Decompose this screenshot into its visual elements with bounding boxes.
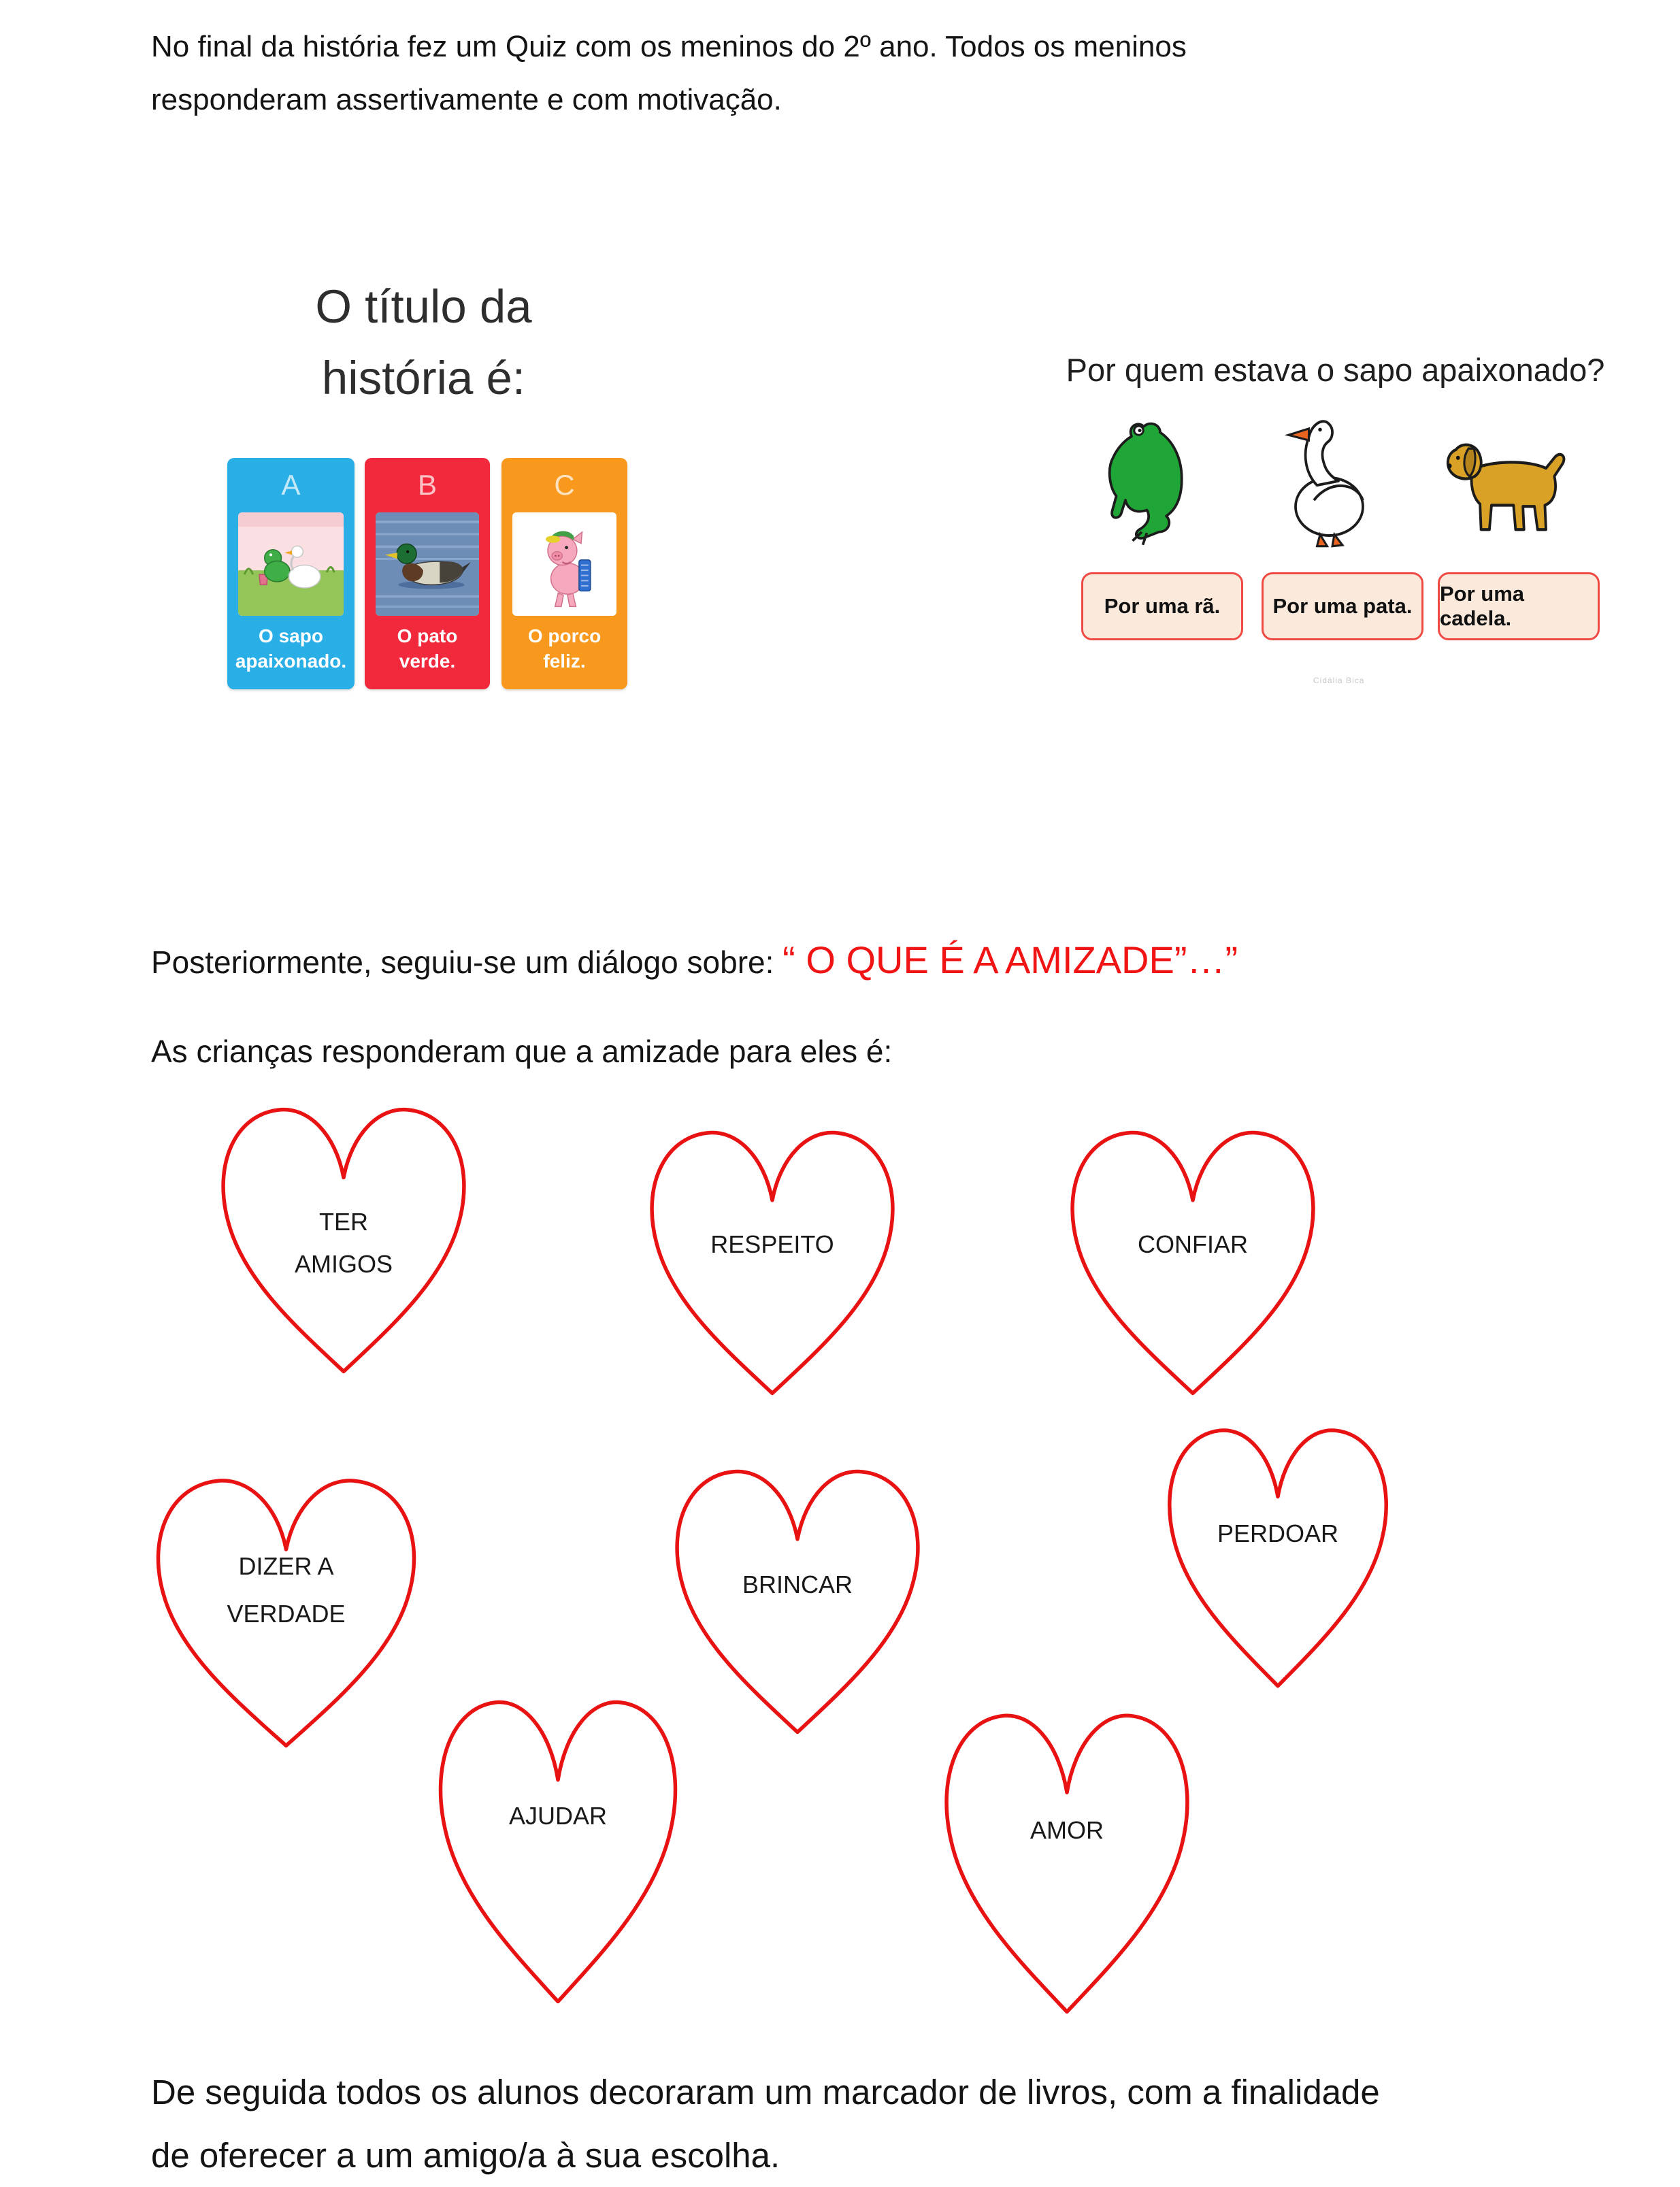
heart-label: PERDOAR [1217, 1519, 1339, 1547]
option-card-c-caption: O porco feliz. [527, 625, 602, 672]
intro-paragraph [151, 20, 1444, 127]
answer-button-duck-label: Por uma pata. [1272, 594, 1413, 618]
frog-icon [1097, 421, 1199, 550]
heart-ter-amigos [208, 1091, 480, 1377]
happy-pig-image [512, 512, 616, 616]
love-quiz-question: Por quem estava o sapo apaixonado? [1066, 352, 1605, 388]
mallard-duck-scene-icon [376, 512, 479, 616]
intro-line-2: responderam assertivamente e com motivação. [151, 83, 782, 116]
closing-line-2: de oferecer a um amigo/a à sua escolha. [151, 2136, 780, 2175]
heart-label: RESPEITO [710, 1230, 834, 1258]
mallard-duck-image [376, 512, 479, 616]
heart-respeito [636, 1114, 908, 1398]
answer-button-dog-label: Por uma cadela. [1440, 582, 1525, 630]
heart-brincar [661, 1453, 934, 1737]
frog-hugging-duck-image [238, 512, 344, 616]
option-card-b[interactable] [365, 458, 490, 689]
title-quiz-question-line-1: O título da [315, 280, 532, 333]
heart-amor [931, 1694, 1203, 2018]
answer-button-frog-label: Por uma rã. [1104, 594, 1221, 618]
heart-label: AJUDAR [508, 1802, 608, 1830]
heart-shape-icon [931, 1694, 1203, 2018]
dialogue-prefix: Posteriormente, seguiu-se um diálogo sobre: [151, 944, 783, 980]
dialogue-line [151, 938, 1238, 982]
option-card-a-letter: A [281, 469, 301, 501]
closing-paragraph [151, 2060, 1648, 2187]
frog-duck-scene-icon [238, 512, 344, 616]
closing-line-1: De seguida todos os alunos decoraram um marcador de livros, com a finalidade [151, 2073, 1380, 2111]
heart-label: DIZER A VERDADE [227, 1552, 346, 1628]
intro-line-1: No final da história fez um Quiz com os meninos do 2º ano. Todos os meninos [151, 30, 1187, 63]
heart-label: AMOR [1030, 1815, 1104, 1844]
option-card-a-caption: O sapo apaixonado. [235, 625, 347, 672]
answer-button-duck[interactable] [1262, 572, 1423, 640]
option-card-c[interactable] [501, 458, 627, 689]
option-card-b-letter: B [417, 469, 437, 501]
option-card-b-caption: O pato verde. [397, 625, 458, 672]
option-card-a[interactable] [227, 458, 355, 689]
dog-icon [1437, 430, 1573, 546]
duck-icon [1271, 408, 1373, 558]
heart-perdoar [1155, 1412, 1400, 1691]
heart-shape-icon [425, 1681, 691, 2007]
heart-label: BRINCAR [742, 1571, 853, 1599]
title-quiz-question [228, 271, 619, 414]
answer-button-dog[interactable] [1438, 572, 1600, 640]
answers-intro: As crianças responderam que a amizade para eles é: [151, 1034, 893, 1069]
dialogue-highlight: “ O QUE É A AMIZADE”…” [783, 938, 1238, 981]
heart-dizer-a-verdade [142, 1462, 431, 1751]
heart-confiar [1057, 1114, 1329, 1398]
heart-label: TER AMIGOS [294, 1207, 393, 1278]
option-card-c-letter: C [554, 469, 575, 501]
title-quiz-question-line-2: história é: [321, 352, 526, 404]
happy-pig-scene-icon [512, 512, 616, 616]
heart-ajudar [425, 1681, 691, 2007]
heart-label: CONFIAR [1138, 1230, 1248, 1258]
quiz-watermark: Cidália Bica [1313, 676, 1365, 685]
answer-button-frog[interactable] [1081, 572, 1243, 640]
